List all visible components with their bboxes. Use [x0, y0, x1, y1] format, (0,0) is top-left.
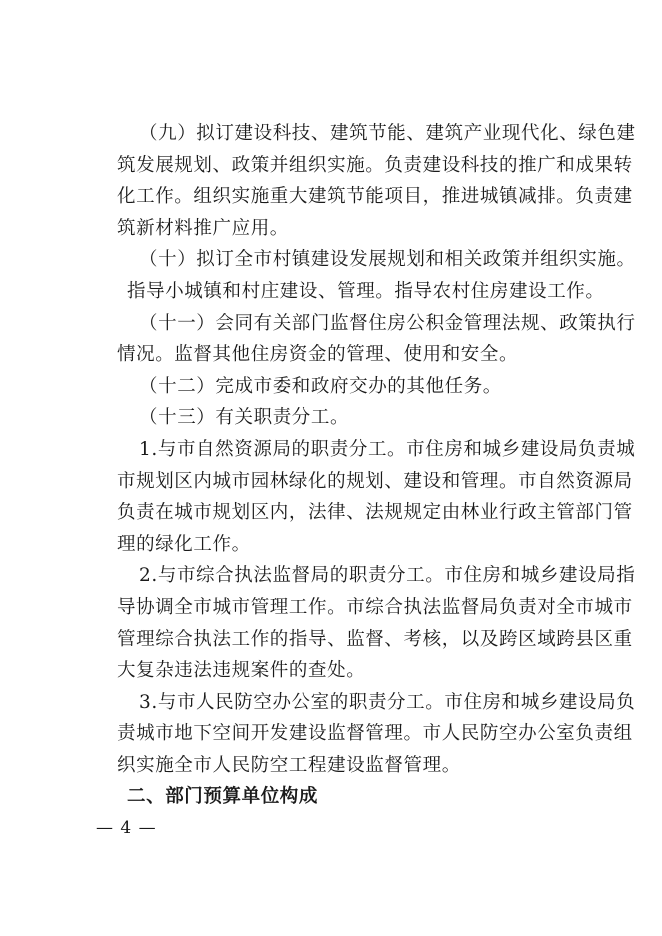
- text-line: 情况。监督其他住房资金的管理、使用和安全。: [117, 344, 519, 366]
- text-line: 指导小城镇和村庄建设、管理。指导农村住房建设工作。: [127, 280, 605, 302]
- text-line: 筑发展规划、政策并组织实施。负责建设科技的推广和成果转: [117, 154, 633, 176]
- section-heading: 二、部门预算单位构成: [127, 786, 319, 808]
- text-line: 负责在城市规划区内，法律、法规规定由林业行政主管部门管: [117, 502, 633, 524]
- text-line: （十二）完成市委和政府交办的其他任务。: [139, 375, 502, 397]
- text-line: （十一）会同有关部门监督住房公积金管理法规、政策执行: [139, 312, 636, 334]
- text-line: 理的绿化工作。: [117, 533, 251, 555]
- document-body: [117, 118, 636, 813]
- text-line: 2.与市综合执法监督局的职责分工。市住房和城乡建设局指: [139, 565, 636, 587]
- paragraph-division-3: [117, 687, 636, 782]
- text-line: （九）拟订建设科技、建筑节能、建筑产业现代化、绿色建: [139, 123, 636, 144]
- page-number: — 4 —: [96, 818, 157, 838]
- text-line: 1.与市自然资源局的职责分工。市住房和城乡建设局负责城: [139, 438, 636, 460]
- paragraph-item-12: [117, 371, 587, 403]
- paragraph-division-1: [117, 434, 636, 560]
- text-line: 筑新材料推广应用。: [117, 217, 289, 239]
- paragraph-item-13: [117, 402, 587, 434]
- text-line: （十）拟订全市村镇建设发展规划和相关政策并组织实施。: [139, 249, 636, 271]
- paragraph-item-11: [117, 308, 636, 371]
- text-line: 责城市地下空间开发建设监督管理。市人民防空办公室负责组: [117, 723, 633, 745]
- paragraph-item-9: [117, 118, 636, 244]
- text-line: 市规划区内城市园林绿化的规划、建设和管理。市自然资源局: [117, 470, 633, 492]
- paragraph-item-10: [117, 244, 636, 307]
- text-line: 化工作。组织实施重大建筑节能项目，推进城镇减排。负责建: [117, 186, 633, 208]
- text-line: 大复杂违法违规案件的查处。: [117, 660, 366, 682]
- text-line: 导协调全市城市管理工作。市综合执法监督局负责对全市城市: [117, 596, 633, 618]
- text-line: 3.与市人民防空办公室的职责分工。市住房和城乡建设局负: [139, 691, 636, 713]
- text-line: 管理综合执法工作的指导、监督、考核，以及跨区域跨县区重: [117, 628, 633, 650]
- text-line: （十三）有关职责分工。: [139, 407, 350, 429]
- paragraph-division-2: [117, 560, 636, 686]
- text-line: 织实施全市人民防空工程建设监督管理。: [117, 754, 461, 776]
